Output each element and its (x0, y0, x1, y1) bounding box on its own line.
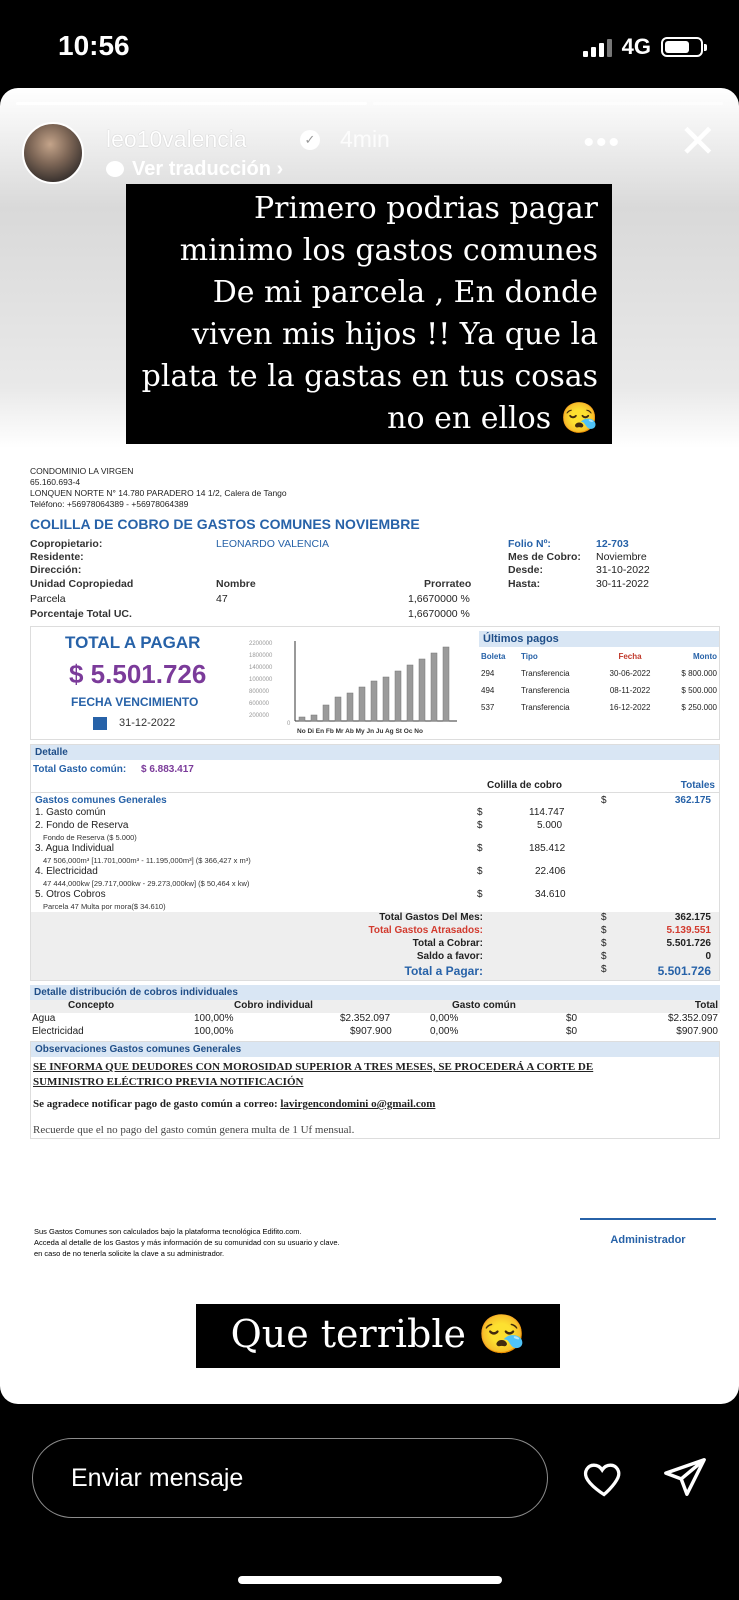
send-icon[interactable] (662, 1454, 708, 1500)
story-progress (16, 102, 723, 105)
currency: $ (477, 807, 483, 818)
item-label: 3. Agua Individual (35, 843, 114, 854)
network-label: 4G (621, 34, 651, 59)
item-sub (31, 833, 719, 843)
currency: $ (601, 964, 607, 975)
svg-text:200000: 200000 (249, 713, 270, 719)
home-indicator[interactable] (238, 1576, 502, 1584)
copropietario-value: LEONARDO VALENCIA (216, 538, 330, 550)
condo-name: CONDOMINIO LA VIRGEN (30, 466, 134, 476)
svg-text:2200000: 2200000 (249, 641, 273, 647)
generales-total: 362.175 (674, 795, 711, 806)
notify-email[interactable]: lavirgencondomini o@gmail.com (280, 1098, 436, 1110)
observation-notice (33, 1060, 593, 1090)
observations-section (30, 1041, 720, 1139)
currency: $ (477, 866, 483, 877)
cell: $907.900 (350, 1026, 392, 1037)
overlay-line: no en ellos 😪 (387, 401, 598, 436)
parcela-label: Parcela (30, 593, 66, 605)
summary-label: Total Gastos Del Mes: (379, 912, 483, 923)
status-icons (583, 34, 703, 60)
cell: 294 (481, 669, 495, 678)
currency: $ (601, 938, 607, 949)
summary-value: 5.139.551 (666, 925, 711, 936)
item-amount: 34.610 (535, 889, 566, 900)
table-row (479, 698, 719, 715)
notice-line: SUMINISTRO ELÉCTRICO PREVIA NOTIFICACIÓN (33, 1076, 304, 1088)
cell: 494 (481, 686, 495, 695)
cell: 100,00% (194, 1026, 234, 1037)
chart-months: No Di En Fb Mr Ab My Jn Ju Ag St Oc No (297, 728, 423, 735)
col-boleta: Boleta (481, 652, 506, 661)
table-row (479, 681, 719, 698)
item-row (31, 843, 719, 856)
summary-row (31, 938, 719, 951)
footer-line: en caso de no tenerla solicite la clave a su administrador. (34, 1249, 225, 1258)
story-bottom-overlay: Que terrible 😪 (196, 1304, 560, 1368)
residente-label: Residente: (30, 551, 84, 563)
currency: $ (601, 925, 607, 936)
total-gasto-comun-value: $ 6.883.417 (141, 764, 194, 775)
observations-title: Observaciones Gastos comunes Generales (31, 1042, 719, 1057)
totales-label: Totales (680, 780, 715, 791)
status-bar (0, 0, 739, 90)
verified-badge-icon: ✓ (300, 130, 320, 150)
footer-line: Sus Gastos Comunes son calculados bajo la plataforma tecnológica Edifito.com. (34, 1227, 302, 1236)
currency: $ (601, 795, 607, 806)
cell: Agua (32, 1013, 56, 1024)
post-time: 4min (340, 126, 390, 152)
distribution-section (30, 985, 720, 1039)
summary-label: Total Gastos Atrasados: (368, 925, 483, 936)
ultimos-pagos (479, 631, 719, 715)
overlay-line: De mi parcela , En donde (212, 275, 598, 310)
summary-row (31, 912, 719, 925)
item-row (31, 889, 719, 902)
summary-value: 5.501.726 (666, 938, 711, 949)
overlay-line: plata te la gastas en tus cosas (141, 359, 598, 394)
total-pagar-label: TOTAL A PAGAR (65, 633, 201, 652)
more-options-icon[interactable]: ••• (583, 126, 621, 159)
document-title: COLILLA DE COBRO DE GASTOS COMUNES NOVIEMBRE (30, 516, 420, 532)
fecha-vencimiento-label: FECHA VENCIMIENTO (71, 695, 199, 709)
hasta-label: Hasta: (508, 578, 541, 590)
total-gasto-comun-label: Total Gasto común: (33, 764, 127, 775)
summary-label: Total a Cobrar: (412, 938, 483, 949)
col-fecha: Fecha (618, 652, 642, 661)
currency: $ (601, 912, 607, 923)
translate-icon (106, 161, 124, 177)
col-monto: Monto (693, 652, 717, 661)
distribution-header (30, 1000, 720, 1013)
cell: $0 (566, 1026, 578, 1037)
prorrateo-label: Prorrateo (424, 578, 472, 590)
item-label: 1. Gasto común (35, 807, 106, 818)
item-amount: 22.406 (535, 866, 566, 877)
cell: 08-11-2022 (609, 686, 651, 695)
cell: 537 (481, 703, 495, 712)
cell: $907.900 (676, 1026, 718, 1037)
total-box (30, 626, 720, 740)
col-concepto: Concepto (68, 1000, 115, 1011)
col-gasto-comun: Gasto común (452, 1000, 516, 1011)
distribution-row (30, 1013, 720, 1026)
folio-value: 12-703 (596, 538, 629, 550)
summary-value: 5.501.726 (657, 964, 711, 978)
cell: $2.352.097 (667, 1013, 718, 1024)
ultimos-pagos-header (479, 647, 719, 664)
mes-label: Mes de Cobro: (508, 551, 581, 563)
billing-document (30, 466, 720, 1139)
item-row (31, 866, 719, 879)
summary-value: 362.175 (674, 912, 711, 923)
columns-header (31, 778, 719, 793)
generales-label: Gastos comunes Generales (35, 795, 167, 806)
overlay-line: minimo los gastos comunes (179, 233, 598, 268)
story-text-overlay (126, 184, 612, 444)
avatar[interactable] (22, 122, 84, 184)
table-row (479, 664, 719, 681)
nombre-label: Nombre (216, 578, 256, 590)
notify-line (33, 1098, 435, 1110)
owner-info (30, 536, 720, 620)
desde-label: Desde: (508, 564, 544, 576)
item-detail: Parcela 47 Multa por mora($ 34.610) (43, 902, 166, 911)
cell: Electricidad (32, 1026, 84, 1037)
total-gasto-comun-row (31, 760, 719, 778)
item-row (31, 820, 719, 833)
folio-label: Folio Nº: (508, 538, 551, 550)
summary-label: Saldo a favor: (416, 951, 483, 962)
svg-text:1800000: 1800000 (249, 653, 273, 659)
currency: $ (477, 889, 483, 900)
condo-header (30, 466, 720, 510)
ultimos-pagos-title: Últimos pagos (479, 631, 719, 647)
item-sub (31, 902, 719, 912)
summary-row (31, 951, 719, 964)
item-sub (31, 879, 719, 889)
overlay-line: Primero podrias pagar (253, 191, 598, 226)
hasta-value: 30-11-2022 (596, 578, 649, 590)
heart-icon[interactable] (582, 1456, 626, 1500)
footer-line: Acceda al detalle de los Gastos y más información de su comunidad con su usuario y clave. (34, 1238, 340, 1247)
summary-row (31, 925, 719, 938)
direccion-label: Dirección: (30, 564, 82, 576)
document-footer (34, 1226, 340, 1259)
multa-note: Recuerde que el no pago del gasto común genera multa de 1 Uf mensual. (33, 1124, 355, 1136)
svg-text:1400000: 1400000 (249, 665, 273, 671)
cell: Transferencia (521, 686, 570, 695)
svg-text:600000: 600000 (249, 701, 270, 707)
item-detail: Fondo de Reserva ($ 5.000) (43, 833, 137, 842)
parcela-number: 47 (216, 593, 228, 605)
cell: 0,00% (430, 1013, 459, 1024)
detalle-section (30, 744, 720, 981)
summary-value: 0 (705, 951, 711, 962)
cell: $0 (566, 1013, 578, 1024)
condo-phone: Teléfono: +56978064389 - +56978064389 (30, 499, 189, 509)
cell: 0,00% (430, 1026, 459, 1037)
condo-address: LONQUEN NORTE N° 14.780 PARADERO 14 1/2, Calera de Tango (30, 488, 287, 498)
message-input[interactable]: Enviar mensaje (32, 1438, 548, 1518)
notice-line: SE INFORMA QUE DEUDORES CON MOROSIDAD SUPERIOR A TRES MESES, SE PROCEDERÁ A CORTE DE (33, 1061, 594, 1073)
item-sub (31, 856, 719, 866)
username[interactable]: leo10valencia (106, 126, 247, 152)
col-total: Total (694, 1000, 718, 1011)
cell: 100,00% (194, 1013, 234, 1024)
porcentaje-value: 1,6670000 % (408, 608, 470, 620)
progress-segment (373, 102, 724, 105)
payments-bar-chart (247, 635, 467, 737)
clock: 10:56 (58, 30, 130, 61)
item-detail: 47 444,000kw [29.717,000kw - 29.273,000kw] ($ 50,464 x kw) (43, 879, 250, 888)
desde-value: 31-10-2022 (596, 564, 650, 576)
svg-text:0: 0 (287, 721, 291, 727)
svg-text:800000: 800000 (249, 689, 270, 695)
cell: $ 800.000 (681, 669, 717, 678)
administrador-signature: Administrador (580, 1218, 716, 1246)
cell: 30-06-2022 (609, 669, 651, 678)
battery-icon (661, 37, 703, 57)
summary-row (31, 964, 719, 980)
distribution-title: Detalle distribución de cobros individuales (30, 985, 720, 1000)
detalle-title: Detalle (31, 745, 719, 760)
item-label: 4. Electricidad (35, 866, 98, 877)
generales-row (31, 793, 719, 807)
mes-value: Noviembre (596, 551, 647, 563)
copropietario-label: Copropietario: (30, 538, 103, 550)
total-pagar-amount: $ 5.501.726 (69, 659, 207, 689)
signal-icon (583, 37, 612, 57)
notify-text: Se agradece notificar pago de gasto común a correo: (33, 1098, 278, 1110)
story-header (22, 115, 717, 192)
cell: $2.352.097 (340, 1013, 391, 1024)
currency: $ (477, 843, 483, 854)
currency: $ (601, 951, 607, 962)
item-row (31, 807, 719, 820)
progress-segment (16, 102, 367, 105)
summary-label: Total a Pagar: (404, 964, 483, 978)
cell: $ 500.000 (681, 686, 717, 695)
translate-label: Ver traducción (132, 158, 271, 180)
cell: 16-12-2022 (609, 703, 651, 712)
currency: $ (477, 820, 483, 831)
cell: Transferencia (521, 669, 570, 678)
translate-link[interactable]: Ver traducción › (106, 158, 283, 181)
item-label: 5. Otros Cobros (35, 889, 106, 900)
summary-block (31, 912, 719, 980)
close-icon[interactable]: ✕ (678, 115, 717, 167)
prorrateo-value: 1,6670000 % (408, 593, 470, 605)
distribution-row (30, 1026, 720, 1039)
cell: Transferencia (521, 703, 570, 712)
item-amount: 5.000 (537, 820, 563, 831)
item-amount: 114.747 (529, 807, 565, 818)
item-label: 2. Fondo de Reserva (35, 820, 129, 831)
svg-text:1000000: 1000000 (249, 677, 273, 683)
calendar-icon (93, 717, 107, 730)
col-cobro-individual: Cobro individual (234, 1000, 313, 1011)
fecha-vencimiento: 31-12-2022 (119, 717, 176, 729)
col-tipo: Tipo (521, 652, 538, 661)
colilla-label: Colilla de cobro (487, 780, 563, 791)
condo-rut: 65.160.693-4 (30, 477, 81, 487)
item-amount: 185.412 (529, 843, 566, 854)
cell: $ 250.000 (681, 703, 717, 712)
unidad-label: Unidad Copropiedad (30, 578, 134, 590)
item-detail: 47 506,000m³ [11.701,000m³ - 11.195,000m³] ($ 366,427 x m³) (43, 856, 251, 865)
porcentaje-label: Porcentaje Total UC. (30, 608, 132, 620)
overlay-line: viven mis hijos !! Ya que la (191, 317, 598, 352)
